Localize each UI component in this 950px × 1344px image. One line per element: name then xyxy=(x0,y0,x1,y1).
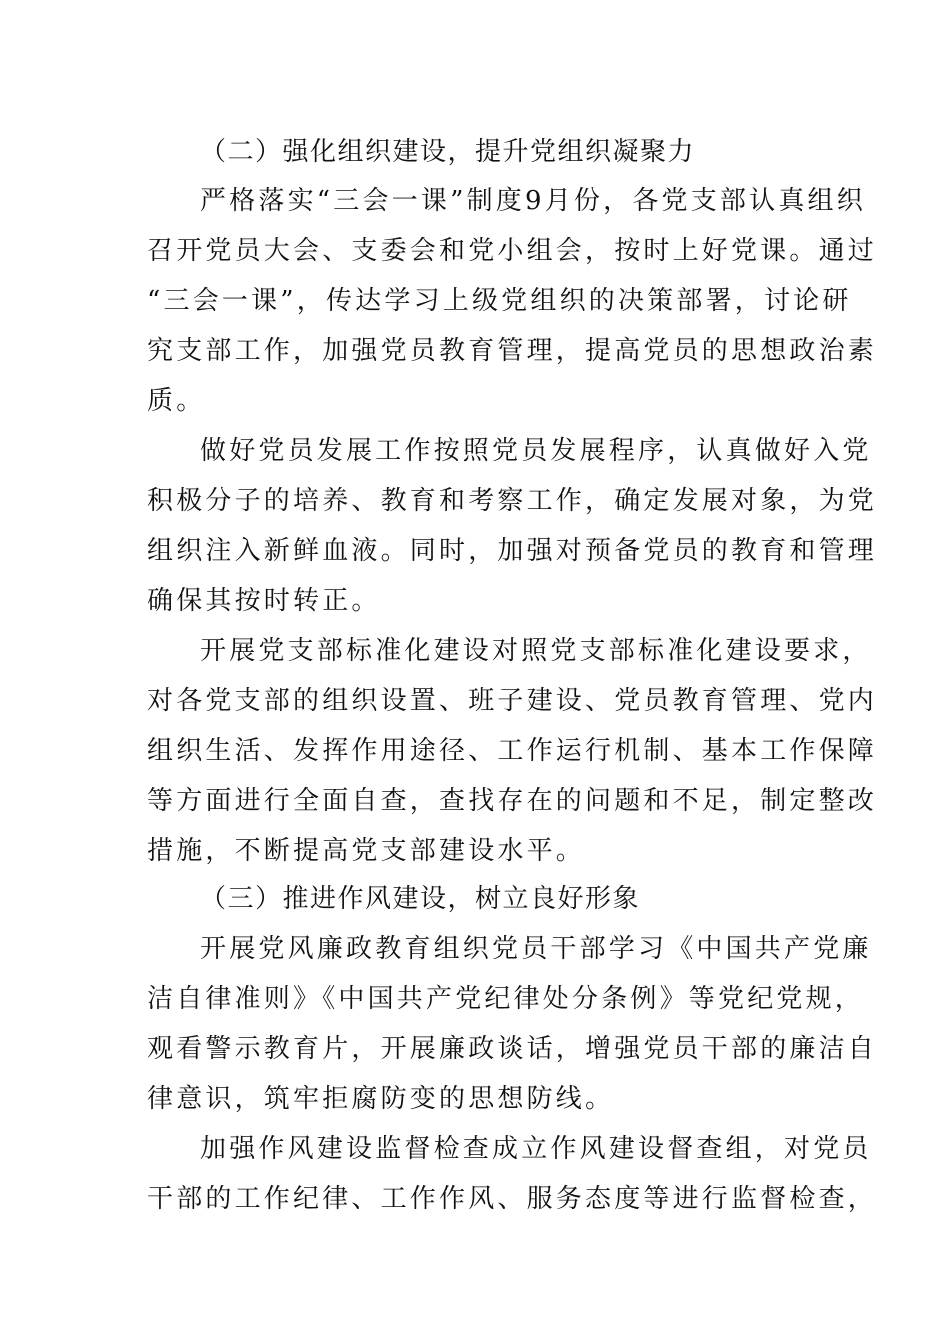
paragraph-line: 确保其按时转正。 xyxy=(147,586,381,616)
paragraph-line: 究支部工作，加强党员教育管理，提高党员的思想政治素 xyxy=(147,336,878,366)
paragraph-line: 律意识，筑牢拒腐防变的思想防线。 xyxy=(147,1084,615,1114)
paragraph-line: 干部的工作纪律、工作作风、服务态度等进行监督检查， xyxy=(147,1184,878,1214)
paragraph-line: 质。 xyxy=(147,386,206,416)
paragraph-line: 洁自律准则》《中国共产党纪律处分条例》等党纪党规， xyxy=(147,984,865,1014)
paragraph-line: 做好党员发展工作按照党员发展程序，认真做好入党 xyxy=(200,436,872,466)
paragraph-line: 对各党支部的组织设置、班子建设、党员教育管理、党内 xyxy=(147,686,878,716)
paragraph-line: 积极分子的培养、教育和考察工作，确定发展对象，为党 xyxy=(147,486,878,516)
paragraph-line: 开展党支部标准化建设对照党支部标准化建设要求， xyxy=(200,636,872,666)
paragraph-line: “三会一课”，传达学习上级党组织的决策部署，讨论研 xyxy=(147,286,852,316)
paragraph-line: 召开党员大会、支委会和党小组会，按时上好党课。通过 xyxy=(147,236,878,266)
paragraph-line: 措施，不断提高党支部建设水平。 xyxy=(147,836,586,866)
paragraph-line: 等方面进行全面自查，查找存在的问题和不足，制定整改 xyxy=(147,786,878,816)
paragraph-line: 严格落实“三会一课”制度9月份，各党支部认真组织 xyxy=(200,186,866,216)
paragraph-line: 观看警示教育片，开展廉政谈话，增强党员干部的廉洁自 xyxy=(147,1034,878,1064)
section-heading-3: （三）推进作风建设，树立良好形象 xyxy=(200,884,641,914)
paragraph-line: 组织注入新鲜血液。同时，加强对预备党员的教育和管理 xyxy=(147,536,878,566)
paragraph-line: 加强作风建设监督检查成立作风建设督查组，对党员 xyxy=(200,1134,872,1164)
section-heading-2: （二）强化组织建设，提升党组织凝聚力 xyxy=(200,137,696,167)
paragraph-line: 组织生活、发挥作用途径、工作运行机制、基本工作保障 xyxy=(147,736,878,766)
paragraph-line: 开展党风廉政教育组织党员干部学习《中国共产党廉 xyxy=(200,934,872,964)
